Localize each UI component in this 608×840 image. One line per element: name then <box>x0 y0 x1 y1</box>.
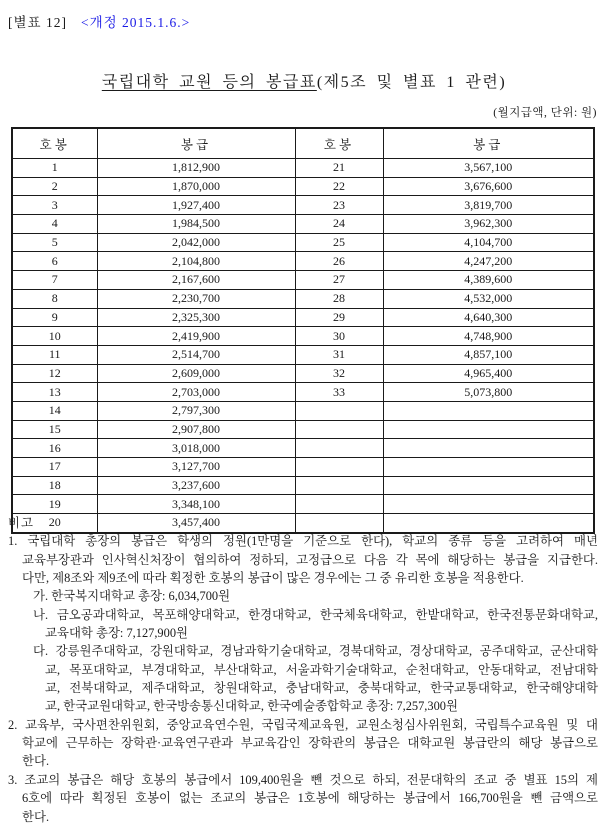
salary-cell: 2,230,700 <box>97 289 295 308</box>
grade-cell: 19 <box>12 495 97 514</box>
note-line: 1. 국립대학 총장의 봉급은 학생의 정원(1만명을 기준으로 한다), 학교의 종류 등을 고려하여 매년 <box>8 534 598 549</box>
note-line: 교육부장관과 인사혁신처장이 협의하여 정하되, 고정급으로 다음 각 목에 해당하는 봉급을 지급한다. <box>22 552 598 567</box>
note-line: 다. 강릉원주대학교, 강원대학교, 경남과학기술대학교, 경북대학교, 경상대학교, 공주대학교, 군산대학 <box>33 644 598 659</box>
grade-cell: 4 <box>12 215 97 234</box>
grade-cell: 11 <box>12 345 97 364</box>
note-line: 다만, 제8조와 제9조에 따라 획정한 호봉의 봉급이 많은 경우에는 그 중 유리한 호봉을 적용한다. <box>22 571 524 586</box>
table-row <box>12 327 594 346</box>
salary-cell: 4,965,400 <box>383 364 594 383</box>
salary-cell: 4,640,300 <box>383 308 594 327</box>
annex-label: [별표 12] <box>8 15 67 30</box>
table-row <box>12 271 594 290</box>
salary-cell: 3,237,600 <box>97 476 295 495</box>
note-line: 한다. <box>22 809 50 824</box>
salary-cell: 2,419,900 <box>97 327 295 346</box>
grade-cell: 29 <box>295 308 383 327</box>
salary-cell: 1,812,900 <box>97 159 295 178</box>
grade-cell: 16 <box>12 439 97 458</box>
salary-cell: 3,018,000 <box>97 439 295 458</box>
grade-cell: 8 <box>12 289 97 308</box>
salary-cell: 2,907,800 <box>97 420 295 439</box>
grade-cell: 30 <box>295 327 383 346</box>
note-line: 가. 한국복지대학교 총장: 6,034,700원 <box>33 589 231 604</box>
grade-cell: 5 <box>12 233 97 252</box>
grade-cell: 14 <box>12 401 97 420</box>
table-header-row <box>12 128 594 159</box>
salary-cell: 2,609,000 <box>97 364 295 383</box>
grade-cell: 20 <box>12 514 97 533</box>
grade-cell: 15 <box>12 420 97 439</box>
column-header-grade-right: 호봉 <box>295 128 383 159</box>
salary-cell <box>383 458 594 477</box>
salary-cell <box>383 439 594 458</box>
column-header-grade-left: 호봉 <box>12 128 97 159</box>
salary-cell: 3,127,700 <box>97 458 295 477</box>
table-row <box>12 420 594 439</box>
note-line: 한다. <box>22 754 50 769</box>
grade-cell: 27 <box>295 271 383 290</box>
salary-cell: 1,984,500 <box>97 215 295 234</box>
notes-heading: 비고 <box>8 516 34 530</box>
grade-cell: 21 <box>295 159 383 178</box>
page-title-suffix: (제5조 및 별표 1 관련) <box>316 74 507 91</box>
column-header-salary-left: 봉급 <box>97 128 295 159</box>
salary-cell: 4,389,600 <box>383 271 594 290</box>
table-row <box>12 383 594 402</box>
note-line: 6호에 따라 획정된 호봉이 없는 조교의 봉급은 1호봉에 해당하는 봉급에서 166,700원을 뺀 금액으로 <box>22 791 598 806</box>
salary-cell: 4,748,900 <box>383 327 594 346</box>
table-row <box>12 252 594 271</box>
notes-lines <box>8 532 598 826</box>
grade-cell: 12 <box>12 364 97 383</box>
table-row <box>12 289 594 308</box>
salary-cell: 5,073,800 <box>383 383 594 402</box>
table-row <box>12 364 594 383</box>
salary-cell <box>383 476 594 495</box>
grade-cell <box>295 495 383 514</box>
grade-cell <box>295 476 383 495</box>
salary-cell: 2,797,300 <box>97 401 295 420</box>
salary-cell: 3,962,300 <box>383 215 594 234</box>
salary-cell: 2,703,000 <box>97 383 295 402</box>
note-line: 교, 전북대학교, 제주대학교, 창원대학교, 충남대학교, 충북대학교, 한국교통대학교, 한국해양대학 <box>45 681 598 696</box>
grade-cell: 6 <box>12 252 97 271</box>
table-row <box>12 308 594 327</box>
salary-table <box>11 127 595 534</box>
grade-cell: 18 <box>12 476 97 495</box>
salary-cell: 3,457,400 <box>97 514 295 533</box>
note-line: 교, 한국교원대학교, 한국방송통신대학교, 한국예술종합학교 총장: 7,257,300원 <box>45 699 458 714</box>
note-line: 교, 목포대학교, 부경대학교, 부산대학교, 서울과학기술대학교, 순천대학교, 안동대학교, 전남대학 <box>45 662 598 677</box>
note-line: 3. 조교의 봉급은 해당 호봉의 봉급에서 109,400원을 뺀 것으로 하되, 전문대학의 조교 중 별표 15의 제 <box>8 772 598 787</box>
grade-cell: 33 <box>295 383 383 402</box>
salary-cell: 2,042,000 <box>97 233 295 252</box>
table-row <box>12 495 594 514</box>
grade-cell <box>295 458 383 477</box>
salary-cell: 2,104,800 <box>97 252 295 271</box>
grade-cell: 32 <box>295 364 383 383</box>
grade-cell <box>295 420 383 439</box>
grade-cell: 24 <box>295 215 383 234</box>
column-header-salary-right: 봉급 <box>383 128 594 159</box>
notes-section <box>8 514 598 826</box>
grade-cell: 10 <box>12 327 97 346</box>
salary-cell: 4,532,000 <box>383 289 594 308</box>
grade-cell: 3 <box>12 196 97 215</box>
table-row <box>12 177 594 196</box>
table-row <box>12 458 594 477</box>
unit-note: (월지급액, 단위: 원) <box>493 107 597 119</box>
grade-cell: 31 <box>295 345 383 364</box>
grade-cell <box>295 401 383 420</box>
grade-cell: 28 <box>295 289 383 308</box>
salary-cell: 1,870,000 <box>97 177 295 196</box>
grade-cell <box>295 439 383 458</box>
grade-cell: 9 <box>12 308 97 327</box>
salary-cell: 3,348,100 <box>97 495 295 514</box>
table-row <box>12 439 594 458</box>
grade-cell: 23 <box>295 196 383 215</box>
grade-cell: 13 <box>12 383 97 402</box>
note-line: 교육대학 총장: 7,127,900원 <box>45 626 188 641</box>
salary-table-body <box>12 159 594 533</box>
salary-cell: 2,325,300 <box>97 308 295 327</box>
salary-cell <box>383 495 594 514</box>
grade-cell: 1 <box>12 159 97 178</box>
salary-cell: 4,857,100 <box>383 345 594 364</box>
salary-cell: 3,567,100 <box>383 159 594 178</box>
note-line: 학교에 근무하는 장학관·교육연구관과 부교육감인 장학관의 봉급은 대학교원 봉급란의 해당 봉급으로 <box>22 736 598 751</box>
salary-cell <box>383 401 594 420</box>
page-title <box>0 69 608 92</box>
table-row <box>12 401 594 420</box>
grade-cell: 26 <box>295 252 383 271</box>
salary-cell <box>383 420 594 439</box>
salary-cell: 4,104,700 <box>383 233 594 252</box>
table-row <box>12 233 594 252</box>
salary-cell: 2,514,700 <box>97 345 295 364</box>
note-line: 2. 교육부, 국사편찬위원회, 중앙교육연수원, 국립국제교육원, 교원소청심사위원회, 국립특수교육원 및 대 <box>8 717 598 732</box>
table-row <box>12 196 594 215</box>
revision-note: <개정 2015.1.6.> <box>80 15 191 30</box>
note-line: 나. 금오공과대학교, 목포해양대학교, 한경대학교, 한국체육대학교, 한밭대학교, 한국전통문화대학교, <box>33 607 598 622</box>
annex-line <box>8 11 190 31</box>
grade-cell: 25 <box>295 233 383 252</box>
salary-cell: 2,167,600 <box>97 271 295 290</box>
grade-cell: 22 <box>295 177 383 196</box>
salary-cell: 3,676,600 <box>383 177 594 196</box>
page-title-underlined: 국립대학 교원 등의 봉급표 <box>101 74 317 91</box>
grade-cell: 2 <box>12 177 97 196</box>
grade-cell: 7 <box>12 271 97 290</box>
grade-cell: 17 <box>12 458 97 477</box>
table-row <box>12 345 594 364</box>
table-row <box>12 476 594 495</box>
salary-cell: 4,247,200 <box>383 252 594 271</box>
table-row <box>12 215 594 234</box>
salary-cell: 1,927,400 <box>97 196 295 215</box>
table-row <box>12 159 594 178</box>
salary-cell: 3,819,700 <box>383 196 594 215</box>
